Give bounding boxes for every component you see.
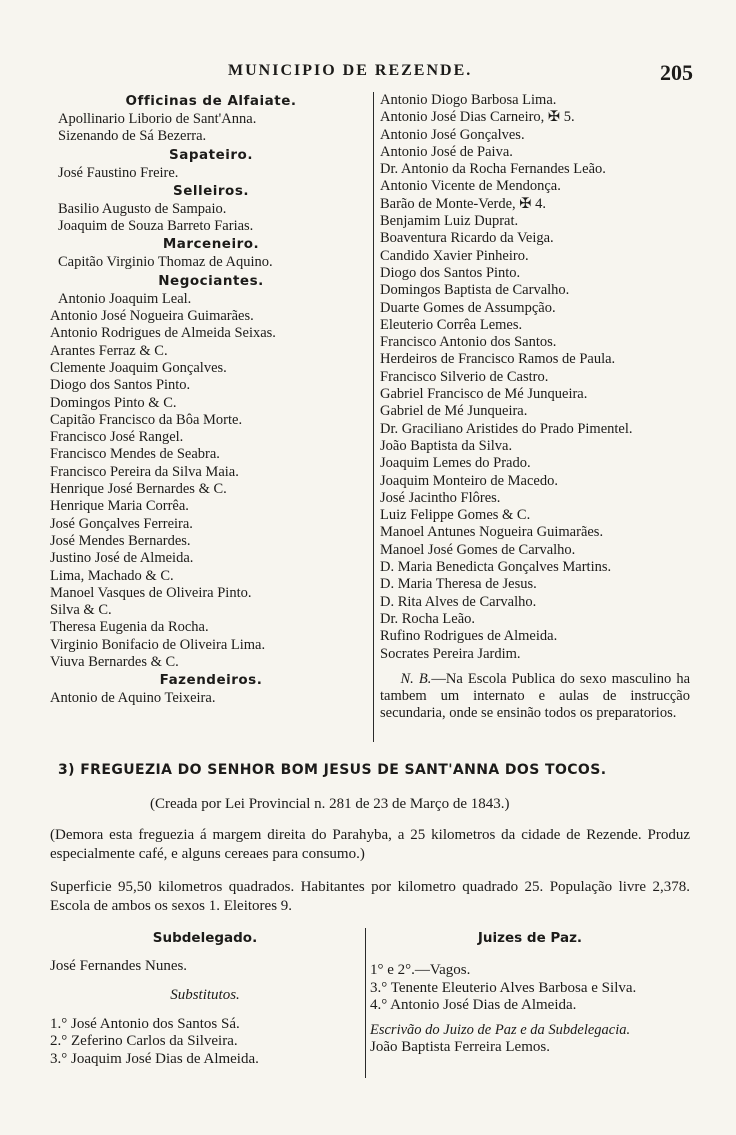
section-heading: Sapateiro.: [169, 146, 253, 163]
list-item: Francisco Antonio dos Santos.: [380, 334, 557, 351]
juizes-heading: Juizes de Paz.: [477, 930, 583, 946]
list-item: Antonio Joaquim Leal.: [58, 290, 192, 307]
list-item: José Faustino Freire.: [58, 164, 179, 181]
list-item: Joaquim Monteiro de Macedo.: [380, 472, 558, 489]
section-heading: Marceneiro.: [162, 236, 260, 253]
list-item: José Gonçalves Ferreira.: [50, 515, 193, 532]
list-item: Diogo dos Santos Pinto.: [50, 377, 191, 394]
list-item: José Mendes Bernardes.: [50, 532, 191, 549]
list-item: Candido Xavier Pinheiro.: [380, 247, 529, 264]
list-item: Duarte Gomes de Assumpção.: [380, 299, 556, 316]
running-head: [0, 60, 736, 84]
list-item: Dr. Graciliano Aristides do Prado Pimentel.: [380, 420, 633, 437]
list-item: Joaquim Lemes do Prado.: [380, 455, 531, 472]
list-item: D. Maria Benedicta Gonçalves Martins.: [380, 559, 612, 576]
list-item: Socrates Pereira Jardim.: [380, 645, 521, 662]
list-item: Antonio de Aquino Teixeira.: [50, 690, 216, 707]
note-prefix: N. B.: [400, 670, 432, 687]
section-heading: Officinas de Alfaiate.: [125, 93, 297, 109]
list-item: Clemente Joaquim Gonçalves.: [50, 359, 227, 376]
section-heading: Negociantes.: [158, 272, 264, 289]
list-item: Gabriel Francisco de Mé Junqueira.: [380, 386, 588, 403]
parish-description: (Demora esta freguezia á margem direita do Parahyba, a 25 kilometros da cidade de Rezende. Produz especialmente café, e alguns cereaes para consumo.): [50, 827, 690, 862]
list-item: João Baptista da Silva.: [380, 437, 513, 454]
section-title: 3) FREGUEZIA DO SENHOR BOM JESUS DE SANT'ANNA DOS TOCOS.: [58, 762, 607, 778]
list-item: Francisco Silverio de Castro.: [380, 368, 549, 385]
list-item: Antonio Vicente de Mendonça.: [380, 178, 561, 195]
list-item: Lima, Machado & C.: [50, 567, 174, 584]
list-item: Antonio Diogo Barbosa Lima.: [380, 92, 557, 108]
list-item: Basilio Augusto de Sampaio.: [58, 200, 227, 217]
list-item: Domingos Pinto & C.: [50, 394, 177, 411]
list-item: Apollinario Liborio de Sant'Anna.: [58, 111, 257, 127]
list-item: Sizenando de Sá Bezerra.: [58, 128, 207, 145]
list-item: Viuva Bernardes & C.: [50, 654, 179, 671]
list-item: José Jacintho Flôres.: [380, 489, 501, 506]
right-column: [380, 92, 690, 723]
page-number: 205: [660, 60, 693, 85]
juiz-item: 3.° Tenente Eleuterio Alves Barbosa e Silva.: [370, 979, 637, 996]
section-heading: Fazendeiros.: [159, 672, 263, 689]
list-item: Diogo dos Santos Pinto.: [380, 264, 521, 281]
list-item: Joaquim de Souza Barreto Farias.: [58, 218, 254, 235]
juizes-block: [370, 928, 690, 1056]
list-item: D. Rita Alves de Carvalho.: [380, 593, 537, 610]
list-item: Barão de Monte-Verde, ✠ 4.: [380, 195, 546, 212]
list-item: Rufino Rodrigues de Almeida.: [380, 628, 558, 645]
creation-law: (Creada por Lei Provincial n. 281 de 23 de Março de 1843.): [150, 796, 510, 812]
parish-statistics: Superficie 95,50 kilometros quadrados. Habitantes por kilometro quadrado 25. População livre 2,378. Escola de ambos os sexos 1. Eleitores 9.: [50, 879, 690, 914]
list-item: Antonio José Dias Carneiro, ✠ 5.: [380, 109, 575, 126]
list-item: Capitão Virginio Thomaz de Aquino.: [58, 254, 273, 271]
list-item: Manoel Vasques de Oliveira Pinto.: [50, 584, 252, 601]
list-item: Dr. Rocha Leão.: [380, 610, 476, 627]
running-title: MUNICIPIO DE REZENDE.: [228, 62, 473, 79]
substitute-item: 3.° Joaquim José Dias de Almeida.: [50, 1050, 259, 1067]
list-item: Theresa Eugenia da Rocha.: [50, 619, 209, 636]
list-item: Eleuterio Corrêa Lemes.: [380, 316, 523, 333]
juiz-item: 4.° Antonio José Dias de Almeida.: [370, 997, 577, 1013]
list-item: Antonio José Gonçalves.: [380, 126, 525, 143]
list-item: Francisco José Rangel.: [50, 429, 184, 446]
substitute-item: 1.° José Antonio dos Santos Sá.: [50, 1015, 240, 1032]
list-item: Luiz Felippe Gomes & C.: [380, 507, 531, 524]
column-divider: [365, 928, 366, 1078]
list-item: Henrique José Bernardes & C.: [50, 481, 227, 498]
list-item: Francisco Mendes de Seabra.: [50, 446, 220, 463]
list-item: Gabriel de Mé Junqueira.: [380, 403, 528, 420]
section-heading: Selleiros.: [172, 182, 249, 199]
list-item: Henrique Maria Corrêa.: [50, 498, 189, 515]
list-item: Domingos Baptista de Carvalho.: [380, 282, 570, 299]
escrivao-heading: Escrivão do Juizo de Paz e da Subdelegacia.: [370, 1021, 631, 1038]
note-paragraph: [380, 671, 690, 723]
list-item: Dr. Antonio da Rocha Fernandes Leão.: [380, 161, 606, 178]
list-item: Herdeiros de Francisco Ramos de Paula.: [380, 351, 616, 368]
list-item: Boaventura Ricardo da Veiga.: [380, 230, 554, 247]
list-item: D. Maria Theresa de Jesus.: [380, 576, 537, 593]
list-item: Manoel Antunes Nogueira Guimarães.: [380, 524, 604, 541]
list-item: Francisco Pereira da Silva Maia.: [50, 463, 239, 480]
list-item: Capitão Francisco da Bôa Morte.: [50, 411, 243, 428]
list-item: Manoel José Gomes de Carvalho.: [380, 541, 576, 558]
escrivao-name: João Baptista Ferreira Lemos.: [370, 1038, 550, 1055]
list-item: Antonio José Nogueira Guimarães.: [50, 308, 254, 325]
list-item: Benjamim Luiz Duprat.: [380, 213, 519, 230]
column-divider: [373, 92, 374, 742]
list-item: Arantes Ferraz & C.: [50, 342, 168, 359]
substitutes-heading: Substitutos.: [170, 986, 240, 1003]
juiz-item: 1° e 2°.—Vagos.: [370, 962, 471, 978]
list-item: Justino José de Almeida.: [50, 550, 194, 567]
list-item: Silva & C.: [50, 602, 112, 619]
subdelegado-name: José Fernandes Nunes.: [50, 958, 188, 974]
list-item: Antonio José de Paiva.: [380, 143, 513, 160]
substitute-item: 2.° Zeferino Carlos da Silveira.: [50, 1033, 238, 1049]
subdelegado-heading: Subdelegado.: [152, 930, 258, 946]
left-column: [50, 92, 372, 708]
subdelegado-block: [50, 928, 360, 1068]
note-text: —Na Escola Publica do sexo masculino ha tambem um internato e aulas de instrucção secundaria, onde se ensinão todos os preparatorios.: [380, 670, 691, 722]
list-item: Virginio Bonifacio de Oliveira Lima.: [50, 636, 266, 653]
list-item: Antonio Rodrigues de Almeida Seixas.: [50, 325, 276, 342]
